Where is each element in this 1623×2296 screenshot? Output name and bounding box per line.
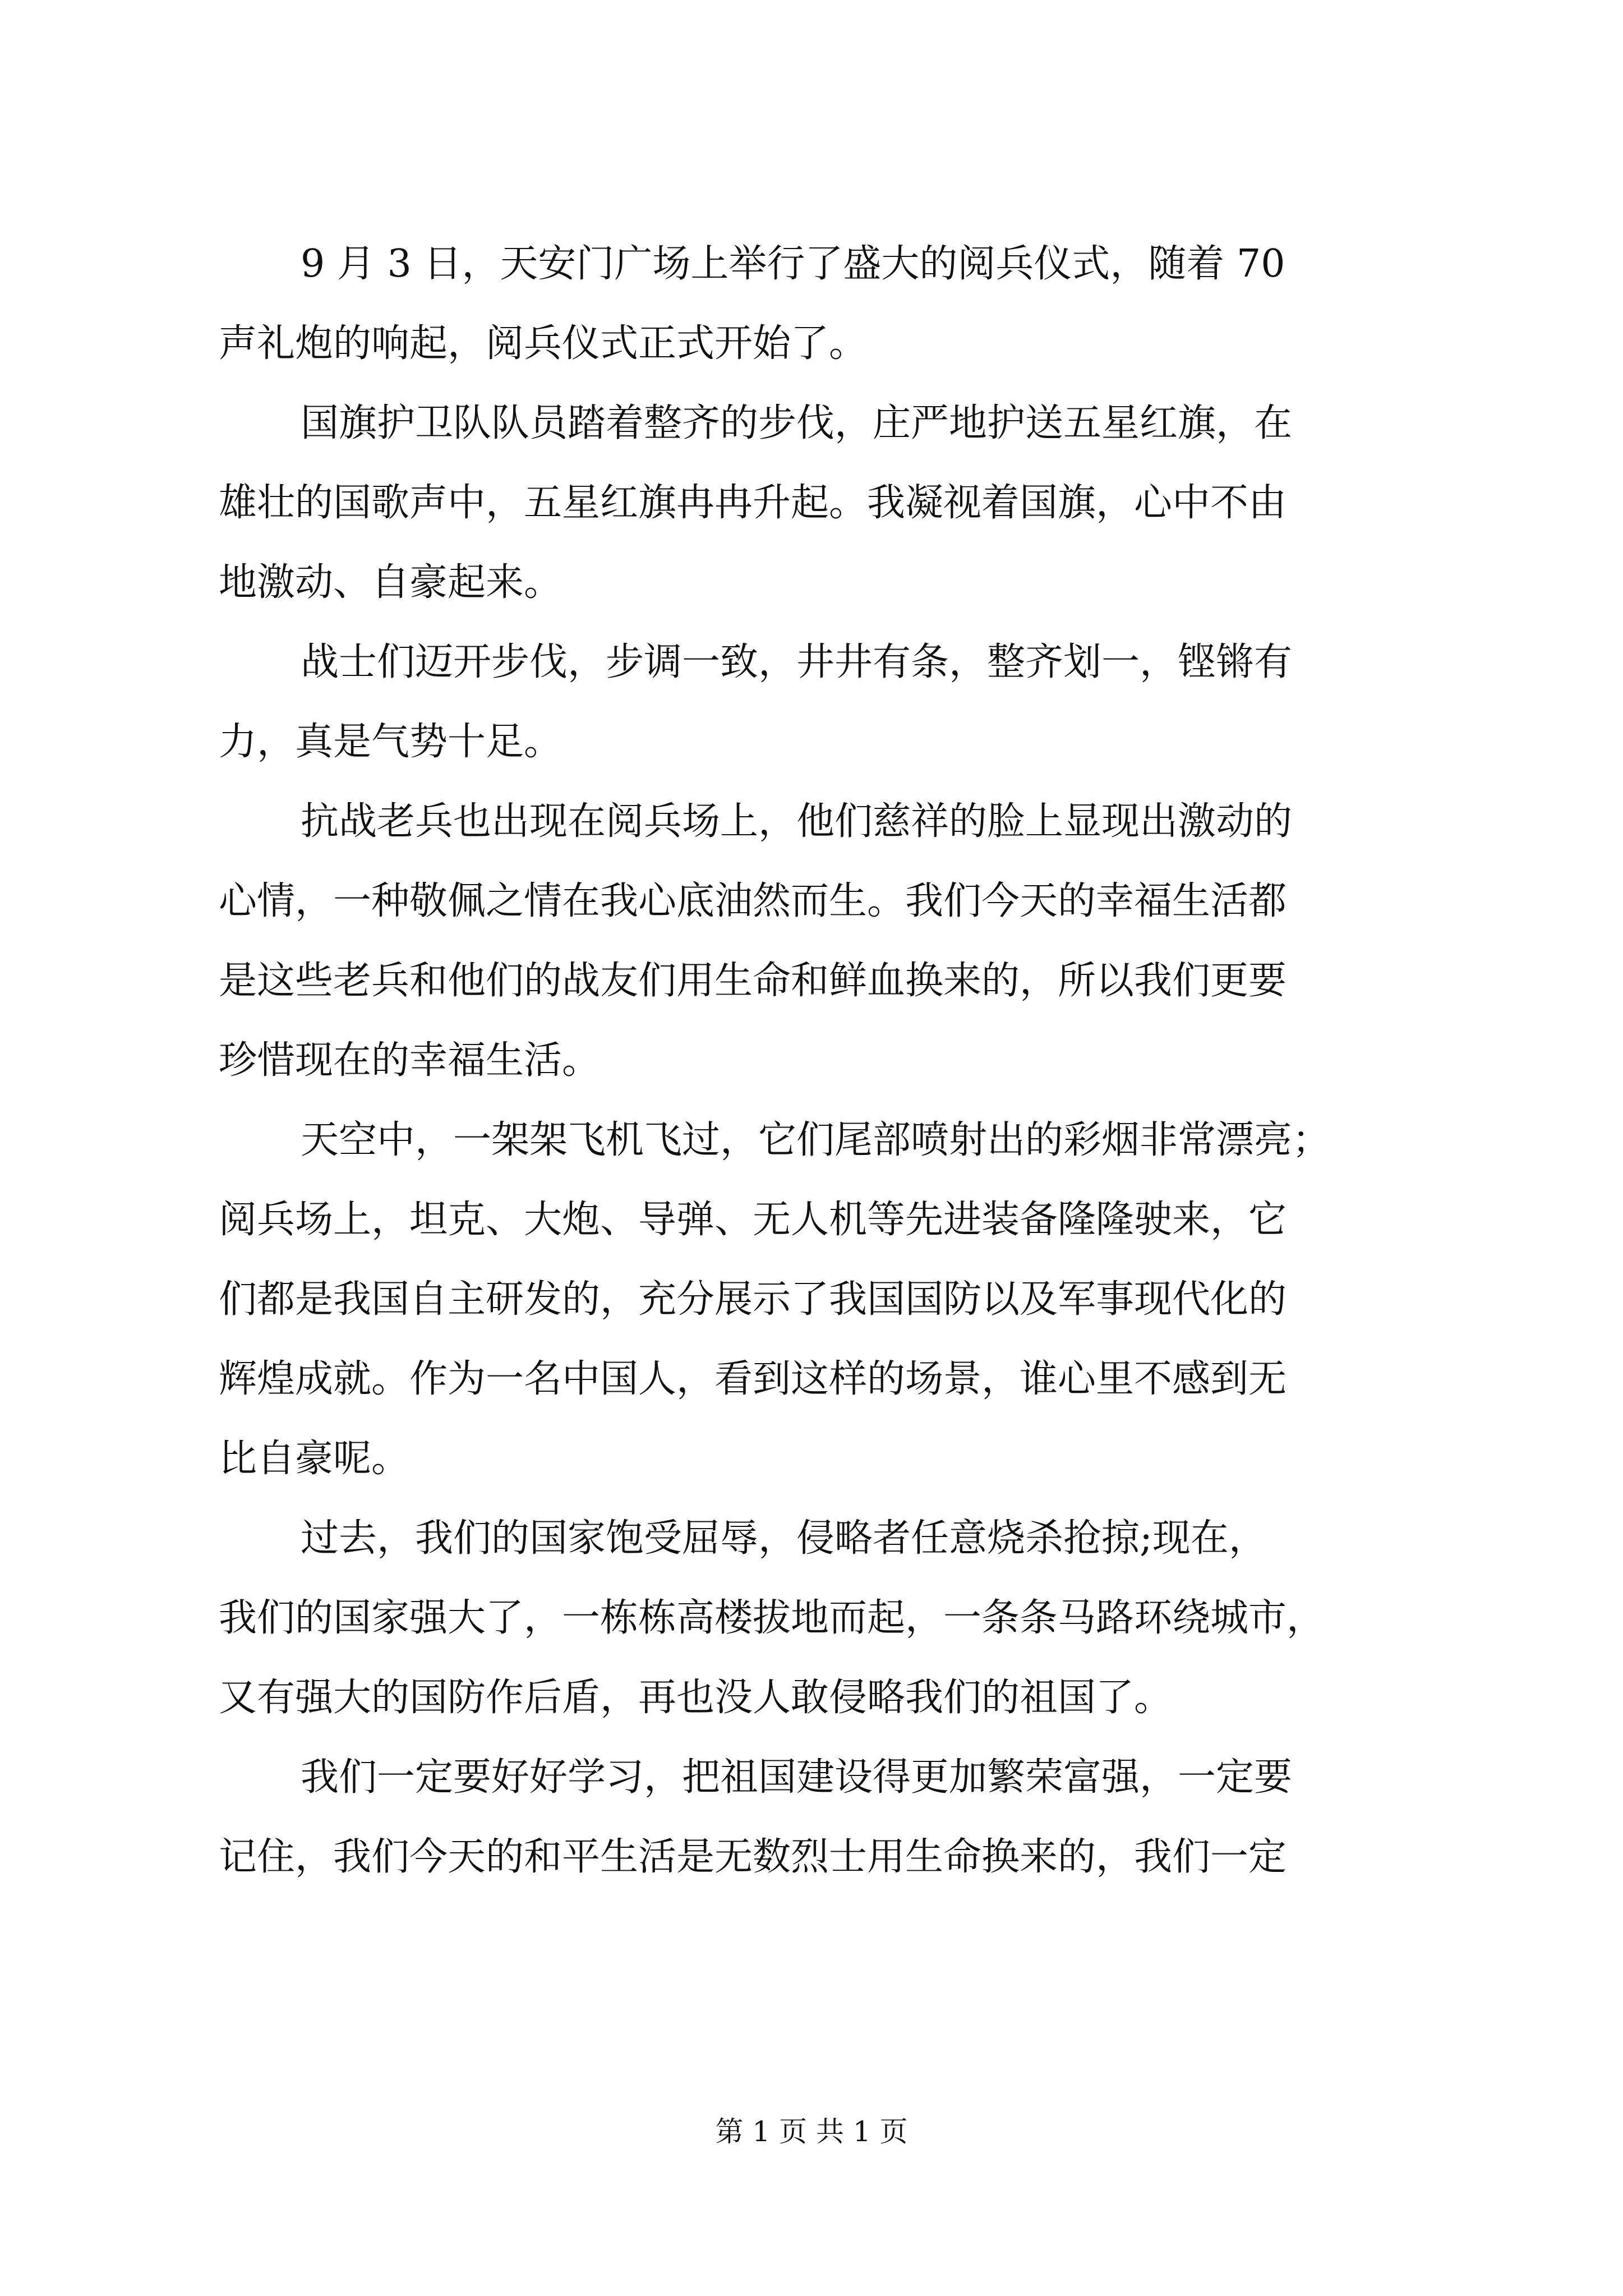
paragraph-line: 又有强大的国防作后盾，再也没人敢侵略我们的祖国了。 <box>219 1676 1173 1720</box>
paragraph-line: 我们的国家强大了，一栋栋高楼拔地而起，一条条马路环绕城市， <box>219 1596 1325 1640</box>
paragraph-line: 是这些老兵和他们的战友们用生命和鲜血换来的，所以我们更要 <box>219 959 1287 1003</box>
paragraph-line: 比自豪呢。 <box>219 1437 410 1481</box>
paragraph-line: 我们一定要好好学习，把祖国建设得更加繁荣富强，一定要 <box>301 1755 1293 1800</box>
paragraph-line: 9 月 3 日，天安门广场上举行了盛大的阅兵仪式，随着 70 <box>301 242 1285 286</box>
paragraph-line: 阅兵场上，坦克、大炮、导弹、无人机等先进装备隆隆驶来，它 <box>219 1198 1287 1242</box>
paragraph-line: 记住，我们今天的和平生活是无数烈士用生命换来的，我们一定 <box>219 1835 1287 1879</box>
paragraph-line: 过去，我们的国家饱受屈辱，侵略者任意烧杀抢掠;现在， <box>301 1516 1267 1561</box>
paragraph-7 <box>219 1738 1416 1897</box>
paragraph-line: 雄壮的国歌声中，五星红旗冉冉升起。我凝视着国旗，心中不由 <box>219 481 1287 525</box>
page-footer: 第 1 页 共 1 页 <box>715 2115 908 2148</box>
paragraph-line: 战士们迈开步伐，步调一致，井井有条，整齐划一，铿锵有 <box>301 640 1293 684</box>
paragraph-line: 天空中，一架架飞机飞过，它们尾部喷射出的彩烟非常漂亮； <box>301 1118 1331 1162</box>
paragraph-line: 国旗护卫队队员踏着整齐的步伐，庄严地护送五星红旗，在 <box>301 401 1293 445</box>
paragraph-2 <box>219 384 1416 623</box>
paragraph-5 <box>219 1101 1416 1499</box>
paragraph-line: 声礼炮的响起，阅兵仪式正式开始了。 <box>219 321 868 366</box>
paragraph-1 <box>219 224 1416 384</box>
paragraph-line: 力，真是气势十足。 <box>219 720 562 764</box>
paragraph-line: 珍惜现在的幸福生活。 <box>219 1038 601 1083</box>
paragraph-line: 辉煌成就。作为一名中国人，看到这样的场景，谁心里不感到无 <box>219 1357 1287 1401</box>
paragraph-line: 地激动、自豪起来。 <box>219 560 562 605</box>
document-body <box>219 224 1416 1897</box>
paragraph-line: 抗战老兵也出现在阅兵场上，他们慈祥的脸上显现出激动的 <box>301 799 1293 844</box>
paragraph-4 <box>219 782 1416 1101</box>
paragraph-3 <box>219 623 1416 782</box>
paragraph-6 <box>219 1499 1416 1738</box>
paragraph-line: 们都是我国自主研发的，充分展示了我国国防以及军事现代化的 <box>219 1277 1287 1322</box>
paragraph-line: 心情，一种敬佩之情在我心底油然而生。我们今天的幸福生活都 <box>219 879 1287 923</box>
